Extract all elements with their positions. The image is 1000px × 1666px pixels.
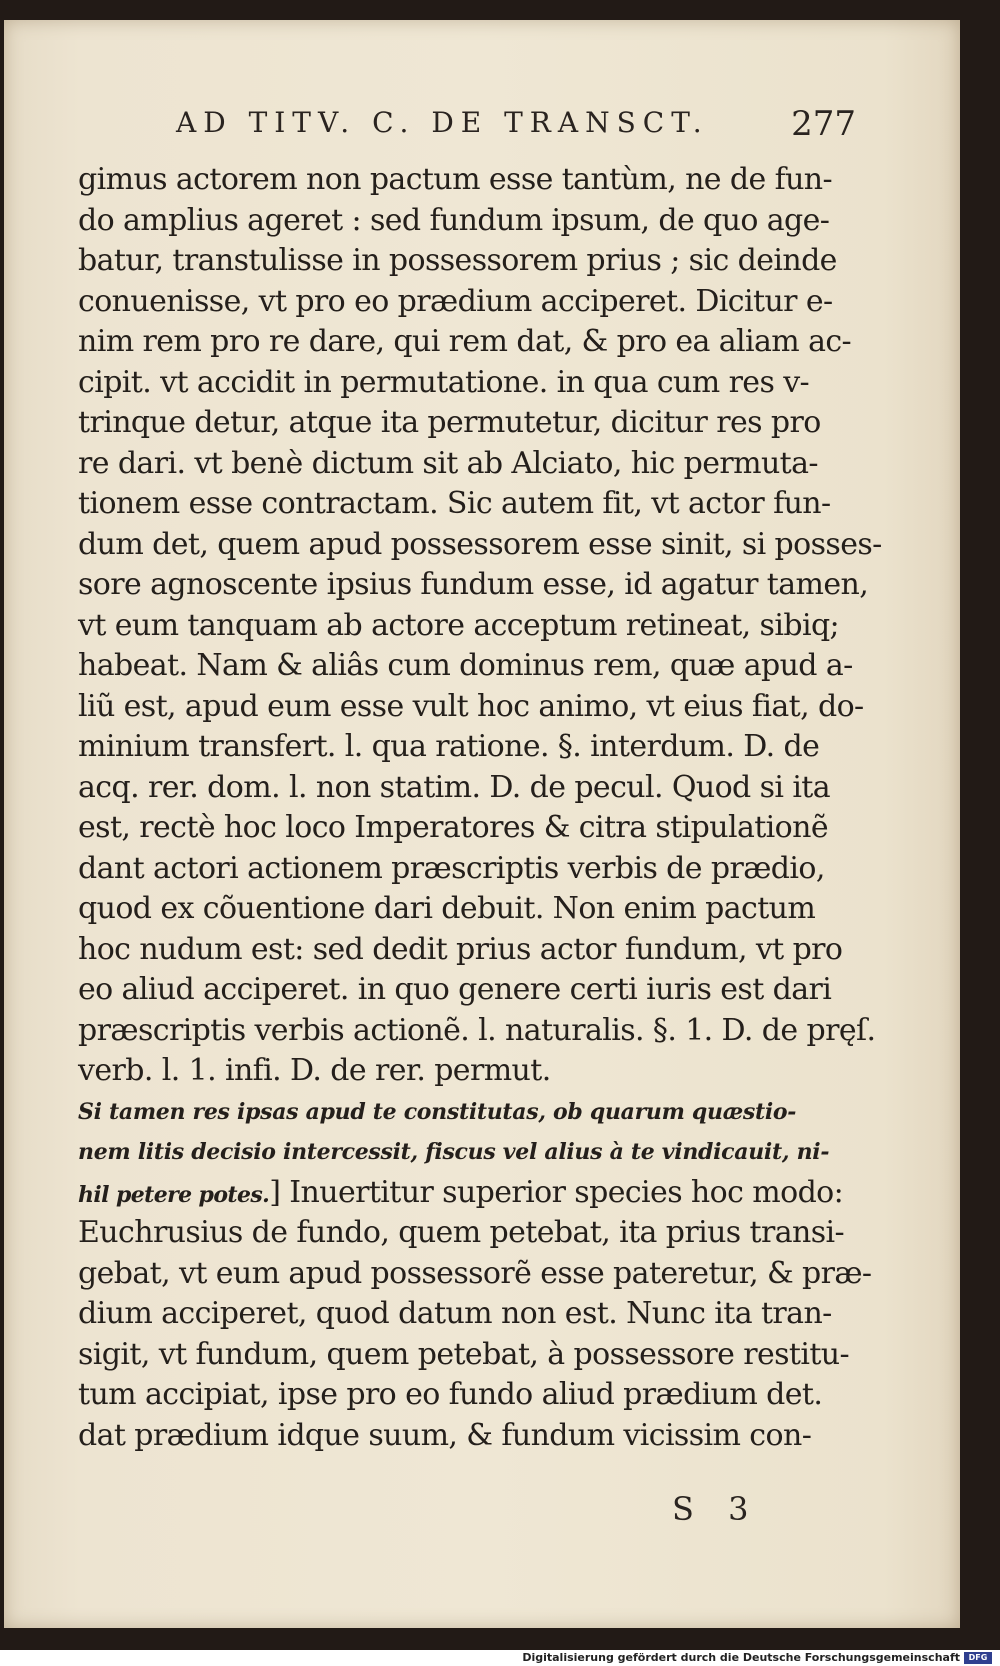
text-line: est, rectè hoc loco Imperatores & citra stipulationẽ	[78, 810, 829, 845]
text-line: nim rem pro re dare, qui rem dat, & pro ea aliam ac-	[78, 324, 852, 359]
text-line: eo aliud acciperet. in quo genere certi iuris est dari	[78, 972, 832, 1007]
text-line: dum det, quem apud possessorem esse sinit, si posses-	[78, 526, 882, 562]
text-line: tum accipiat, ipse pro eo fundo aliud prædium det.	[78, 1377, 823, 1412]
text-line: dium acciperet, quod datum non est. Nunc ita tran-	[78, 1296, 832, 1331]
text-line: re dari. vt benè dictum sit ab Alciato, hic permuta-	[78, 445, 818, 481]
text-line: dat prædium idque suum, & fundum vicissim con-	[78, 1417, 812, 1453]
text-line: sigit, vt fundum, quem petebat, à possessore restitu-	[78, 1336, 850, 1372]
text-line: habeat. Nam & aliâs cum dominus rem, quæ apud a-	[78, 648, 853, 683]
footer-bar	[0, 1650, 1000, 1666]
text-line: vt eum tanquam ab actore acceptum retineat, sibiq;	[78, 607, 840, 643]
text-line: trinque detur, atque ita permutetur, dicitur res pro	[78, 405, 821, 440]
text-line: gimus actorem non pactum esse tantùm, ne de fun-	[78, 162, 833, 197]
main-text	[78, 160, 882, 1456]
mixed-text-line	[78, 1173, 850, 1214]
text-line: gebat, vt eum apud possessorẽ esse pateretur, & præ-	[78, 1255, 872, 1291]
text-line: cipit. vt accidit in permutatione. in qua cum res v-	[78, 364, 810, 400]
text-line: quod ex cõuentione dari debuit. Non enim pactum	[78, 891, 816, 926]
dfg-logo: DFG	[964, 1652, 992, 1664]
italic-lemma-end: hil petere potes.	[78, 1181, 270, 1208]
text-line: conuenisse, vt pro eo prædium acciperet. Dicitur e-	[78, 283, 833, 319]
page-number: 277	[791, 104, 856, 144]
text-line: tionem esse contractam. Sic autem fit, vt actor fun-	[78, 486, 831, 521]
text-line: verb. l. 1. infi. D. de rer. permut.	[78, 1053, 551, 1088]
text-line: sore agnoscente ipsius fundum esse, id agatur tamen,	[78, 567, 869, 602]
text-line: dant actori actionem præscriptis verbis de prædio,	[78, 850, 825, 886]
page-header	[176, 94, 856, 144]
italic-lemma-line: Si tamen res ipsas apud te constitutas, ob quarum quæstio-	[78, 1098, 797, 1125]
funding-credit: Digitalisierung gefördert durch die Deutsche Forschungsgemeinschaft	[522, 1651, 960, 1664]
text-line: hoc nudum est: sed dedit prius actor fundum, vt pro	[78, 931, 843, 967]
running-title: AD TITV. C. DE TRANSCT.	[176, 106, 709, 139]
roman-text-start: ] Inuertitur superior species hoc modo:	[269, 1174, 844, 1210]
signature-mark: S 3	[672, 1490, 761, 1528]
text-line: liũ est, apud eum esse vult hoc animo, vt eius fiat, do-	[78, 688, 864, 724]
text-line: batur, transtulisse in possessorem prius ; sic deinde	[78, 243, 837, 278]
text-line: acq. rer. dom. l. non statim. D. de pecul. Quod si ita	[78, 769, 831, 805]
text-line: Euchrusius de fundo, quem petebat, ita prius transi-	[78, 1215, 845, 1250]
text-line: præscriptis verbis actionẽ. l. naturalis. §. 1. D. de pręſ.	[78, 1012, 876, 1048]
text-line: minium transfert. l. qua ratione. §. interdum. D. de	[78, 729, 820, 764]
text-line: do amplius ageret : sed fundum ipsum, de quo age-	[78, 202, 830, 238]
italic-lemma-line: nem litis decisio intercessit, fiscus vel alius à te vindicauit, ni-	[78, 1139, 830, 1165]
